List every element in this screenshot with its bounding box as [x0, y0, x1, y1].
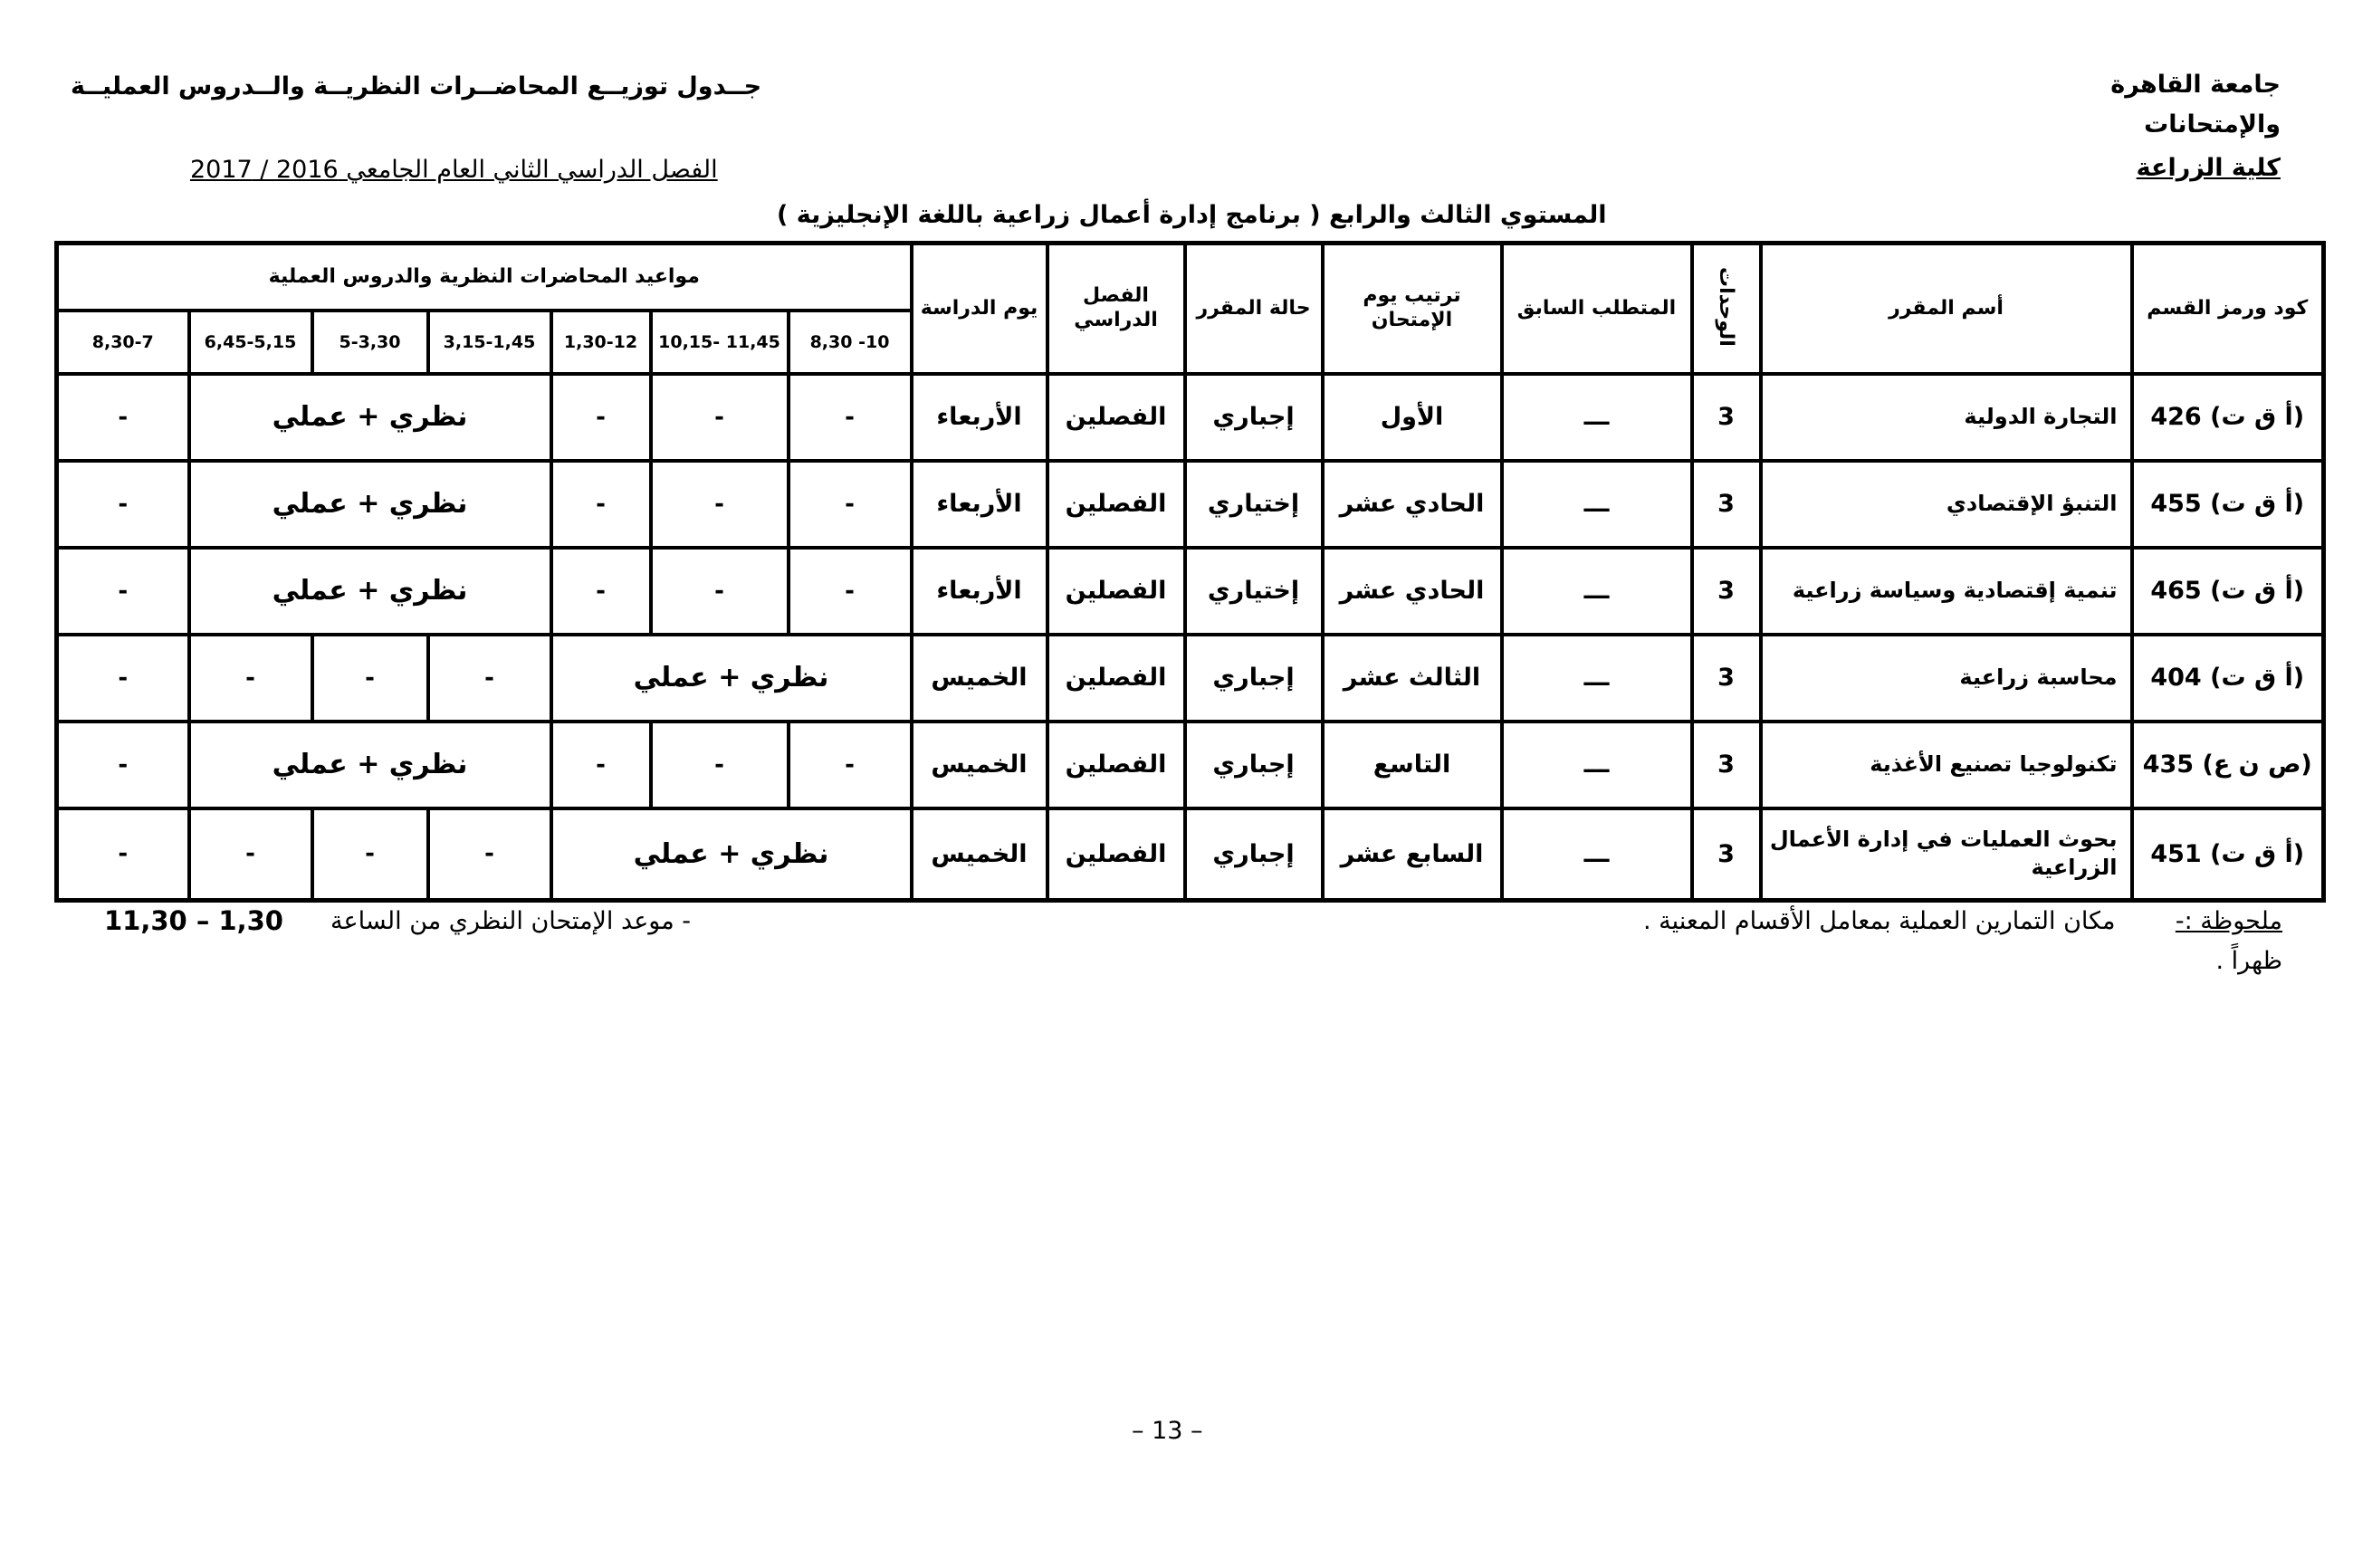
- slot-cell: -: [789, 461, 912, 548]
- table-row: [57, 635, 2324, 722]
- combined-session: نظري + عملي: [189, 722, 551, 808]
- study-day: الخميس: [912, 635, 1047, 722]
- note-exam-time-value: 11,30 – 1,30: [104, 905, 283, 936]
- university-name: جامعة القاهرة: [2110, 71, 2281, 99]
- header-exam-order: ترتيب يوم الإمتحان: [1323, 244, 1502, 374]
- slot-cell: -: [551, 548, 651, 635]
- course-code: (أ ق ت) 426: [2132, 374, 2324, 461]
- time-slot: 11,45 -10,15: [651, 311, 789, 374]
- course-prereq: ـــ: [1502, 722, 1692, 808]
- header-units: الوحدات: [1715, 266, 1737, 347]
- course-name: تنمية إقتصادية وسياسة زراعية: [1761, 548, 2132, 635]
- combined-session: نظري + عملي: [551, 635, 912, 722]
- course-name: تكنولوجيا تصنيع الأغذية: [1761, 722, 2132, 808]
- combined-session: نظري + عملي: [189, 548, 551, 635]
- table-row: [57, 548, 2324, 635]
- course-units: 3: [1692, 461, 1761, 548]
- slot-cell: -: [651, 722, 789, 808]
- table-row: [57, 808, 2324, 901]
- slot-cell: -: [189, 808, 312, 901]
- course-status: إختياري: [1185, 548, 1323, 635]
- schedule-table: [54, 241, 2326, 903]
- combined-session: نظري + عملي: [189, 461, 551, 548]
- course-name: بحوث العمليات في إدارة الأعمال الزراعية: [1761, 808, 2132, 901]
- note-noon: ظهراً .: [2215, 947, 2282, 975]
- course-code: (أ ق ت) 455: [2132, 461, 2324, 548]
- course-units: 3: [1692, 548, 1761, 635]
- time-slot: 3,15-1,45: [428, 311, 551, 374]
- course-status: إجباري: [1185, 635, 1323, 722]
- slot-cell: -: [312, 808, 428, 901]
- time-slot: 10- 8,30: [789, 311, 912, 374]
- slot-cell: -: [57, 722, 189, 808]
- table-row: [57, 461, 2324, 548]
- course-term: الفصلين: [1047, 635, 1185, 722]
- exam-order: السابع عشر: [1323, 808, 1502, 901]
- course-units: 3: [1692, 722, 1761, 808]
- course-prereq: ـــ: [1502, 374, 1692, 461]
- semester-label: الفصل الدراسي الثاني العام الجامعي 2016 / 2017: [190, 156, 718, 184]
- course-prereq: ـــ: [1502, 548, 1692, 635]
- time-slot: 8,30-7: [57, 311, 189, 374]
- header-units-cell: [1692, 244, 1761, 374]
- time-slot: 1,30-12: [551, 311, 651, 374]
- study-day: الأربعاء: [912, 548, 1047, 635]
- slot-cell: -: [57, 635, 189, 722]
- course-status: إجباري: [1185, 374, 1323, 461]
- slot-cell: -: [789, 722, 912, 808]
- header-row: [57, 244, 2324, 311]
- study-day: الأربعاء: [912, 374, 1047, 461]
- course-name: محاسبة زراعية: [1761, 635, 2132, 722]
- slot-cell: -: [312, 635, 428, 722]
- course-prereq: ـــ: [1502, 808, 1692, 901]
- course-units: 3: [1692, 808, 1761, 901]
- course-term: الفصلين: [1047, 374, 1185, 461]
- slot-cell: -: [651, 461, 789, 548]
- course-prereq: ـــ: [1502, 461, 1692, 548]
- note-label: ملحوظة :-: [2175, 907, 2282, 935]
- exam-order: التاسع: [1323, 722, 1502, 808]
- combined-session: نظري + عملي: [551, 808, 912, 901]
- header-term: الفصل الدراسي: [1047, 244, 1185, 374]
- slot-cell: -: [428, 808, 551, 901]
- header-prereq: المتطلب السابق: [1502, 244, 1692, 374]
- course-name: التنبؤ الإقتصادي: [1761, 461, 2132, 548]
- course-term: الفصلين: [1047, 548, 1185, 635]
- slot-cell: -: [789, 374, 912, 461]
- time-slot: 6,45-5,15: [189, 311, 312, 374]
- slot-cell: -: [57, 808, 189, 901]
- course-term: الفصلين: [1047, 461, 1185, 548]
- slot-cell: -: [428, 635, 551, 722]
- study-day: الخميس: [912, 808, 1047, 901]
- course-term: الفصلين: [1047, 808, 1185, 901]
- course-code: (ص ن ع) 435: [2132, 722, 2324, 808]
- exam-order: الأول: [1323, 374, 1502, 461]
- table-row: [57, 374, 2324, 461]
- header-code: كود ورمز القسم: [2132, 244, 2324, 374]
- slot-cell: -: [189, 635, 312, 722]
- slot-cell: -: [551, 722, 651, 808]
- slot-cell: -: [57, 374, 189, 461]
- level-title: المستوي الثالث والرابع ( برنامج إدارة أعمال زراعية باللغة الإنجليزية ): [777, 201, 1607, 229]
- study-day: الخميس: [912, 722, 1047, 808]
- header-name: أسم المقرر: [1761, 244, 2132, 374]
- exam-order: الثالث عشر: [1323, 635, 1502, 722]
- course-code: (أ ق ت) 404: [2132, 635, 2324, 722]
- slot-cell: -: [651, 374, 789, 461]
- header-day: يوم الدراسة: [912, 244, 1047, 374]
- slot-cell: -: [551, 374, 651, 461]
- course-code: (أ ق ت) 451: [2132, 808, 2324, 901]
- combined-session: نظري + عملي: [189, 374, 551, 461]
- course-code: (أ ق ت) 465: [2132, 548, 2324, 635]
- course-term: الفصلين: [1047, 722, 1185, 808]
- header-status: حالة المقرر: [1185, 244, 1323, 374]
- course-units: 3: [1692, 374, 1761, 461]
- faculty-name: كلية الزراعة: [2136, 154, 2281, 182]
- exam-order: الحادي عشر: [1323, 548, 1502, 635]
- study-day: الأربعاء: [912, 461, 1047, 548]
- course-prereq: ـــ: [1502, 635, 1692, 722]
- exam-order: الحادي عشر: [1323, 461, 1502, 548]
- table-row: [57, 722, 2324, 808]
- note-exam-time: - موعد الإمتحان النظري من الساعة: [330, 907, 692, 935]
- course-units: 3: [1692, 635, 1761, 722]
- slot-cell: -: [57, 548, 189, 635]
- slot-cell: -: [57, 461, 189, 548]
- slot-cell: -: [651, 548, 789, 635]
- exams-label: والإمتحانات: [2144, 110, 2281, 139]
- slot-cell: -: [551, 461, 651, 548]
- slot-cell: -: [789, 548, 912, 635]
- course-status: إختياري: [1185, 461, 1323, 548]
- page-number: – 13 –: [1132, 1417, 1203, 1445]
- course-name: التجارة الدولية: [1761, 374, 2132, 461]
- course-status: إجباري: [1185, 808, 1323, 901]
- course-status: إجباري: [1185, 722, 1323, 808]
- schedule-title: جــدول توزيــع المحاضــرات النظريــة والــدروس العمليــة: [71, 72, 762, 100]
- header-times-group: مواعيد المحاضرات النظرية والدروس العملية: [57, 244, 912, 311]
- note-practical: مكان التمارين العملية بمعامل الأقسام المعنية .: [1643, 907, 2116, 935]
- time-slot: 5-3,30: [312, 311, 428, 374]
